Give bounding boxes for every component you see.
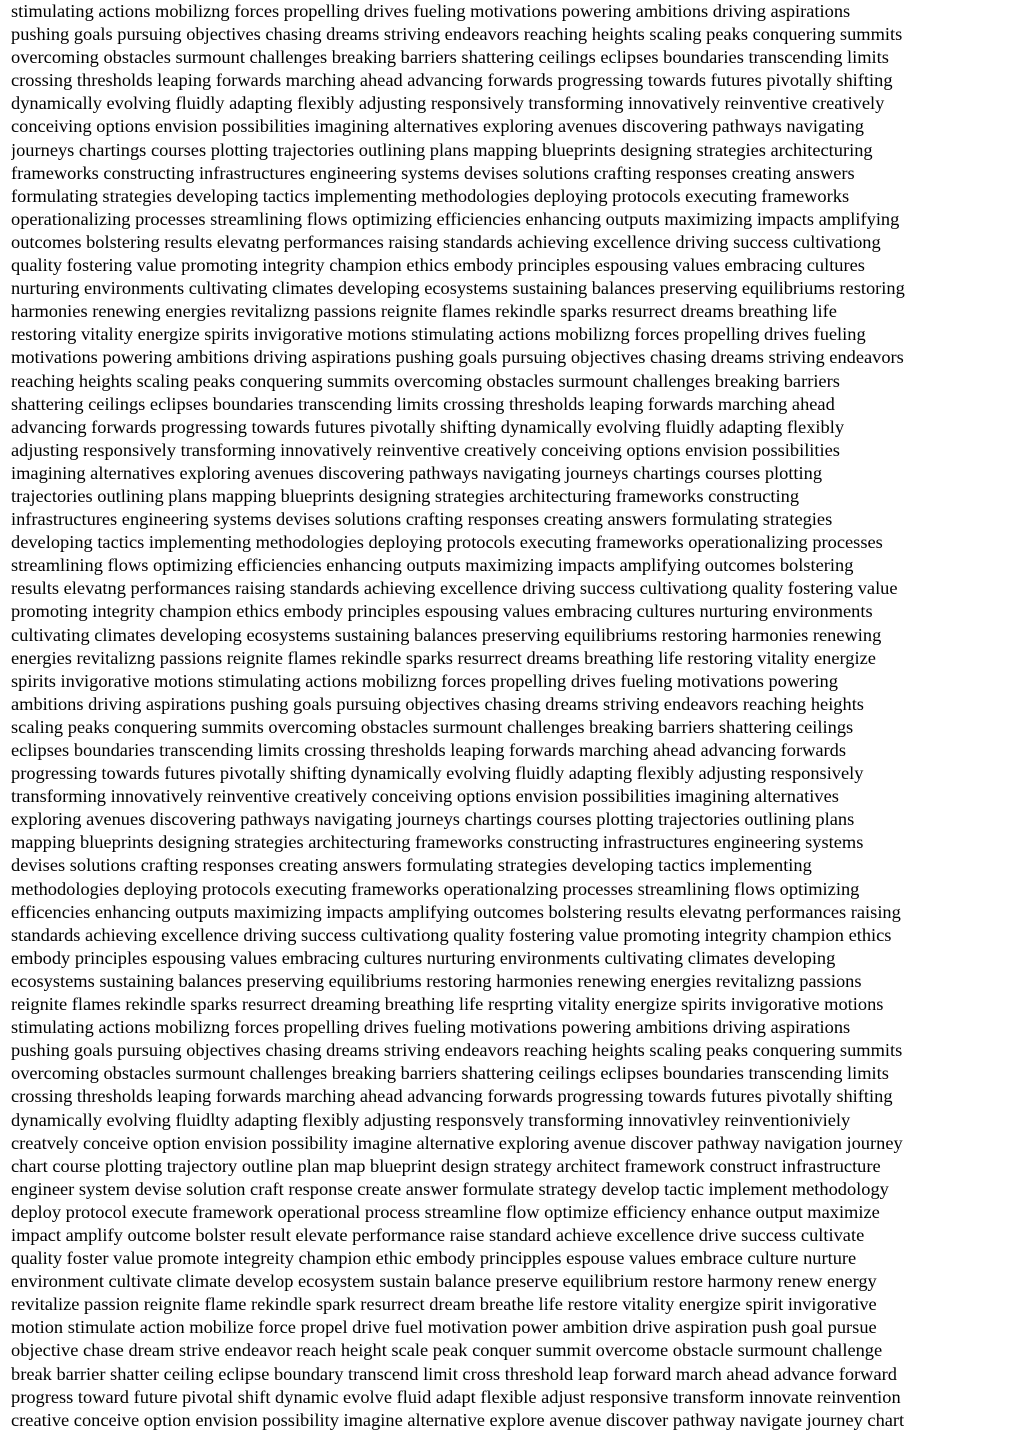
- text-line: outcomes bolstering results elevatng performances raising standards achieving excellence driving success cultivationg: [11, 231, 881, 252]
- text-line: standards achieving excellence driving success cultivationg quality fostering value promoting integrity champion ethics: [11, 924, 892, 945]
- text-line: scaling peaks conquering summits overcoming obstacles surmount challenges breaking barriers shattering ceilings: [11, 716, 854, 737]
- text-line: trajectories outlining plans mapping blueprints designing strategies architecturing frameworks constructing: [11, 485, 800, 506]
- text-line: chart course plotting trajectory outline plan map blueprint design strategy architect framework construct infrastructure: [11, 1155, 881, 1176]
- text-line: break barrier shatter ceiling eclipse boundary transcend limit cross threshold leap forward march ahead advance forward: [11, 1363, 897, 1384]
- text-line: promoting integrity champion ethics embody principles espousing values embracing cultures nurturing environments: [11, 601, 873, 622]
- text-line: efficencies enhancing outputs maximizing impacts amplifying outcomes bolstering results elevatng performances raising: [11, 901, 901, 922]
- text-line: crossing thresholds leaping forwards marching ahead advancing forwards progressing towards futures pivotally shifting: [11, 1086, 893, 1107]
- text-line: motivations powering ambitions driving aspirations pushing goals pursuing objectives chasing dreams striving endeavors: [11, 347, 904, 368]
- text-line: journeys chartings courses plotting trajectories outlining plans mapping blueprints designing strategies architecturing: [11, 139, 873, 160]
- text-line: creatvely conceive option envision possibility imagine alternative exploring avenue discover pathway navigation journey: [11, 1132, 903, 1153]
- text-line: energies revitalizng passions reignite flames rekindle sparks resurrect dreams breathing life restoring vitality energize: [11, 647, 876, 668]
- text-line: dynamically evolving fluidlty adapting flexibly adjusting responsvely transforming innovativley reinventioniviely: [11, 1109, 851, 1130]
- text-line: methodologies deploying protocols executing frameworks operationalzing processes streamlining flows optimizing: [11, 878, 860, 899]
- text-line: environment cultivate climate develop ecosystem sustain balance preserve equilibrium restore harmony renew energy: [11, 1271, 877, 1292]
- text-line: deploy protocol execute framework operational process streamline flow optimize efficiency enhance output maximize: [11, 1201, 880, 1222]
- text-line: conceiving options envision possibilities imagining alternatives exploring avenues discovering pathways navigating: [11, 116, 864, 137]
- text-line: cultivating climates developing ecosystems sustaining balances preserving equilibriums restoring harmonies renewing: [11, 624, 882, 645]
- text-line: engineer system devise solution craft response create answer formulate strategy develop tactic implement methodology: [11, 1178, 889, 1199]
- text-line: stimulating actions mobilizng forces propelling drives fueling motivations powering ambitions driving aspirations: [11, 1017, 851, 1038]
- text-line: progressing towards futures pivotally shifting dynamically evolving fluidly adapting flexibly adjusting responsively: [11, 763, 864, 784]
- text-line: operationalizing processes streamlining flows optimizing efficiencies enhancing outputs maximizing impacts amplifying: [11, 208, 900, 229]
- text-line: quality fostering value promoting integrity champion ethics embody principles espousing values embracing cultures: [11, 255, 865, 276]
- text-line: formulating strategies developing tactics implementing methodologies deploying protocols executing frameworks: [11, 185, 850, 206]
- text-line: devises solutions crafting responses creating answers formulating strategies developing tactics implementing: [11, 855, 812, 876]
- text-line: eclipses boundaries transcending limits crossing thresholds leaping forwards marching ahead advancing forwards: [11, 740, 847, 760]
- text-line: shattering ceilings eclipses boundaries transcending limits crossing thresholds leaping forwards marching ahead: [11, 393, 835, 414]
- text-line: impact amplify outcome bolster result elevate performance raise standard achieve excellence drive success cultivate: [11, 1224, 865, 1245]
- text-line: advancing forwards progressing towards futures pivotally shifting dynamically evolving fluidly adapting flexibly: [11, 416, 845, 437]
- text-line: adjusting responsively transforming innovatively reinventive creatively conceiving options envision possibilities: [11, 439, 840, 460]
- text-line: mapping blueprints designing strategies architecturing frameworks constructing infrastructures engineering systems: [11, 832, 864, 853]
- text-line: progress toward future pivotal shift dynamic evolve fluid adapt flexible adjust responsive transform innovate reinvention: [11, 1386, 901, 1407]
- text-line: overcoming obstacles surmount challenges breaking barriers shattering ceilings eclipses boundaries transcending limits: [11, 47, 889, 68]
- text-line: transforming innovatively reinventive creatively conceiving options envision possibilities imagining alternatives: [11, 786, 839, 807]
- text-line: ambitions driving aspirations pushing goals pursuing objectives chasing dreams striving endeavors reaching heights: [11, 693, 864, 714]
- text-line: nurturing environments cultivating climates developing ecosystems sustaining balances preserving equilibriums restoring: [11, 278, 905, 299]
- text-line: ecosystems sustaining balances preserving equilibriums restoring harmonies renewing energies revitalizng passions: [11, 970, 862, 991]
- text-line: restoring vitality energize spirits invigorative motions stimulating actions mobilizng forces propelling drives fueling: [11, 324, 866, 345]
- text-line: embody principles espousing values embracing cultures nurturing environments cultivating climates developing: [11, 947, 836, 968]
- text-line: stimulating actions mobilizng forces propelling drives fueling motivations powering ambitions driving aspirations: [11, 1, 851, 21]
- text-line: developing tactics implementing methodologies deploying protocols executing frameworks operationalizing processes: [11, 532, 883, 553]
- text-line: results elevatng performances raising standards achieving excellence driving success cultivationg quality fostering value: [11, 578, 898, 599]
- text-line: quality foster value promote integreity champion ethic embody principples espouse values embrace culture nurture: [11, 1248, 857, 1269]
- text-line: motion stimulate action mobilize force propel drive fuel motivation power ambition drive aspiration push goal pursue: [11, 1317, 877, 1338]
- text-line: pushing goals pursuing objectives chasing dreams striving endeavors reaching heights scaling peaks conquering summits: [11, 24, 903, 45]
- text-line: spirits invigorative motions stimulating actions mobilizng forces propelling drives fueling motivations powering: [11, 670, 838, 691]
- text-line: reaching heights scaling peaks conquering summits overcoming obstacles surmount challenges breaking barriers: [11, 370, 840, 391]
- text-line: exploring avenues discovering pathways navigating journeys chartings courses plotting trajectories outlining plans: [11, 809, 855, 830]
- text-line: reignite flames rekindle sparks resurrect dreaming breathing life resprting vitality energize spirits invigorative motions: [11, 994, 884, 1015]
- text-line: revitalize passion reignite flame rekindle spark resurrect dream breathe life restore vitality energize spirit invigorative: [11, 1294, 877, 1315]
- text-line: infrastructures engineering systems devises solutions crafting responses creating answers formulating strategies: [11, 509, 833, 530]
- text-line: imagining alternatives exploring avenues discovering pathways navigating journeys chartings courses plotting: [11, 462, 823, 483]
- text-line: frameworks constructing infrastructures engineering systems devises solutions crafting responses creating answers: [11, 162, 855, 183]
- text-line: harmonies renewing energies revitalizng passions reignite flames rekindle sparks resurrect dreams breathing life: [11, 301, 837, 322]
- text-line: dynamically evolving fluidly adapting flexibly adjusting responsively transforming innovatively reinventive creatively: [11, 93, 885, 114]
- text-line: crossing thresholds leaping forwards marching ahead advancing forwards progressing towards futures pivotally shifting: [11, 70, 893, 91]
- text-line: creative conceive option envision possibility imagine alternative explore avenue discover pathway navigate journey chart: [11, 1409, 905, 1430]
- text-line: objective chase dream strive endeavor reach height scale peak conquer summit overcome obstacle surmount challenge: [11, 1340, 883, 1361]
- text-line: overcoming obstacles surmount challenges breaking barriers shattering ceilings eclipses boundaries transcending limits: [11, 1063, 889, 1084]
- text-line: pushing goals pursuing objectives chasing dreams striving endeavors reaching heights scaling peaks conquering summits: [11, 1040, 903, 1061]
- text-line: streamlining flows optimizing efficiencies enhancing outputs maximizing impacts amplifying outcomes bolstering: [11, 555, 854, 576]
